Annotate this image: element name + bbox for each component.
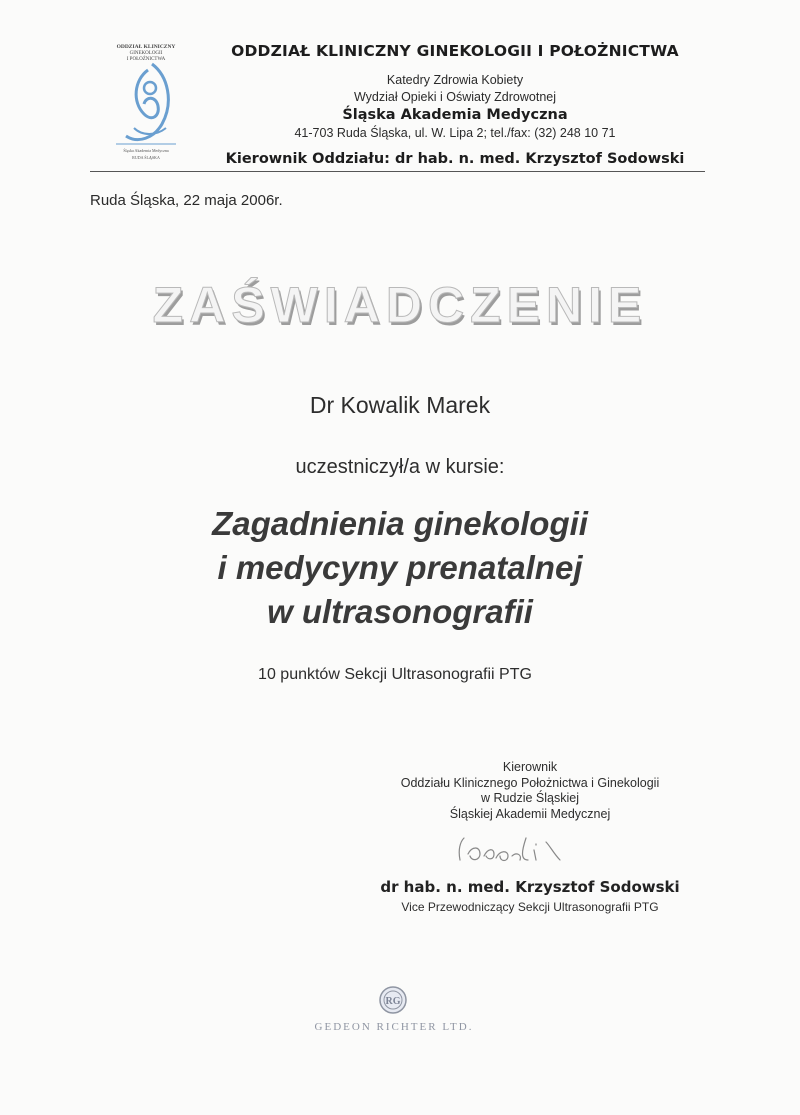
signatory-title-line: Kierownik (502, 760, 558, 774)
letterhead (200, 40, 710, 167)
svg-text:RG: RG (385, 996, 401, 1007)
fetus-logo-icon (108, 40, 184, 166)
course-title-line: w ultrasonografii (267, 593, 533, 630)
svg-text:I POŁOŻNICTWA: I POŁOŻNICTWA (126, 57, 166, 62)
svg-text:ODDZIAŁ KLINICZNY: ODDZIAŁ KLINICZNY (116, 44, 176, 50)
signatory-title-line: Oddziału Klinicznego Położnictwa i Ginekologii (400, 775, 660, 790)
signatory-name: dr hab. n. med. Krzysztof Sodowski (380, 878, 680, 896)
department-logo (108, 40, 184, 166)
svg-text:GINEKOLOGII: GINEKOLOGII (129, 51, 163, 56)
gedeon-richter-logo-icon (378, 985, 408, 1015)
signatory-role: Vice Przewodniczący Sekcji Ultrasonografii PTG (401, 900, 659, 914)
letterhead-title: ODDZIAŁ KLINICZNY GINEKOLOGII I POŁOŻNICTWA (231, 42, 679, 60)
course-title (0, 502, 800, 634)
course-title-line: i medycyny prenatalnej (217, 549, 583, 586)
signatory-title-line: w Rudzie Śląskiej (481, 791, 579, 805)
signatory-title-line: Śląskiej Akademii Medycznej (449, 806, 611, 821)
recipient-name: Dr Kowalik Marek (309, 392, 491, 418)
credit-points: 10 punktów Sekcji Ultrasonografii PTG (258, 666, 532, 683)
letterhead-address: 41-703 Ruda Śląska, ul. W. Lipa 2; tel./fax: (32) 248 10 71 (294, 126, 616, 140)
sponsor-name: GEDEON RICHTER LTD. (314, 1021, 474, 1033)
signatory-title (340, 760, 720, 822)
letterhead-chair: Katedry Zdrowia Kobiety (386, 73, 524, 87)
letterhead-faculty: Wydział Opieki i Oświaty Zdrowotnej (353, 90, 557, 104)
svg-text:Śląska Akademia Medyczna: Śląska Akademia Medyczna (123, 148, 169, 153)
course-title-line: Zagadnienia ginekologii (212, 505, 588, 542)
issue-date: Ruda Śląska, 22 maja 2006r. (90, 192, 283, 209)
document-heading: ZAŚWIADCZENIE (152, 277, 648, 333)
svg-text:RUDA ŚLĄSKA: RUDA ŚLĄSKA (132, 155, 160, 160)
participation-statement: uczestniczył/a w kursie: (295, 456, 505, 478)
letterhead-academy: Śląska Akademia Medyczna (342, 107, 568, 123)
letterhead-divider (90, 171, 705, 172)
handwritten-signature (450, 830, 580, 870)
letterhead-chief: Kierownik Oddziału: dr hab. n. med. Krzysztof Sodowski (225, 151, 685, 167)
